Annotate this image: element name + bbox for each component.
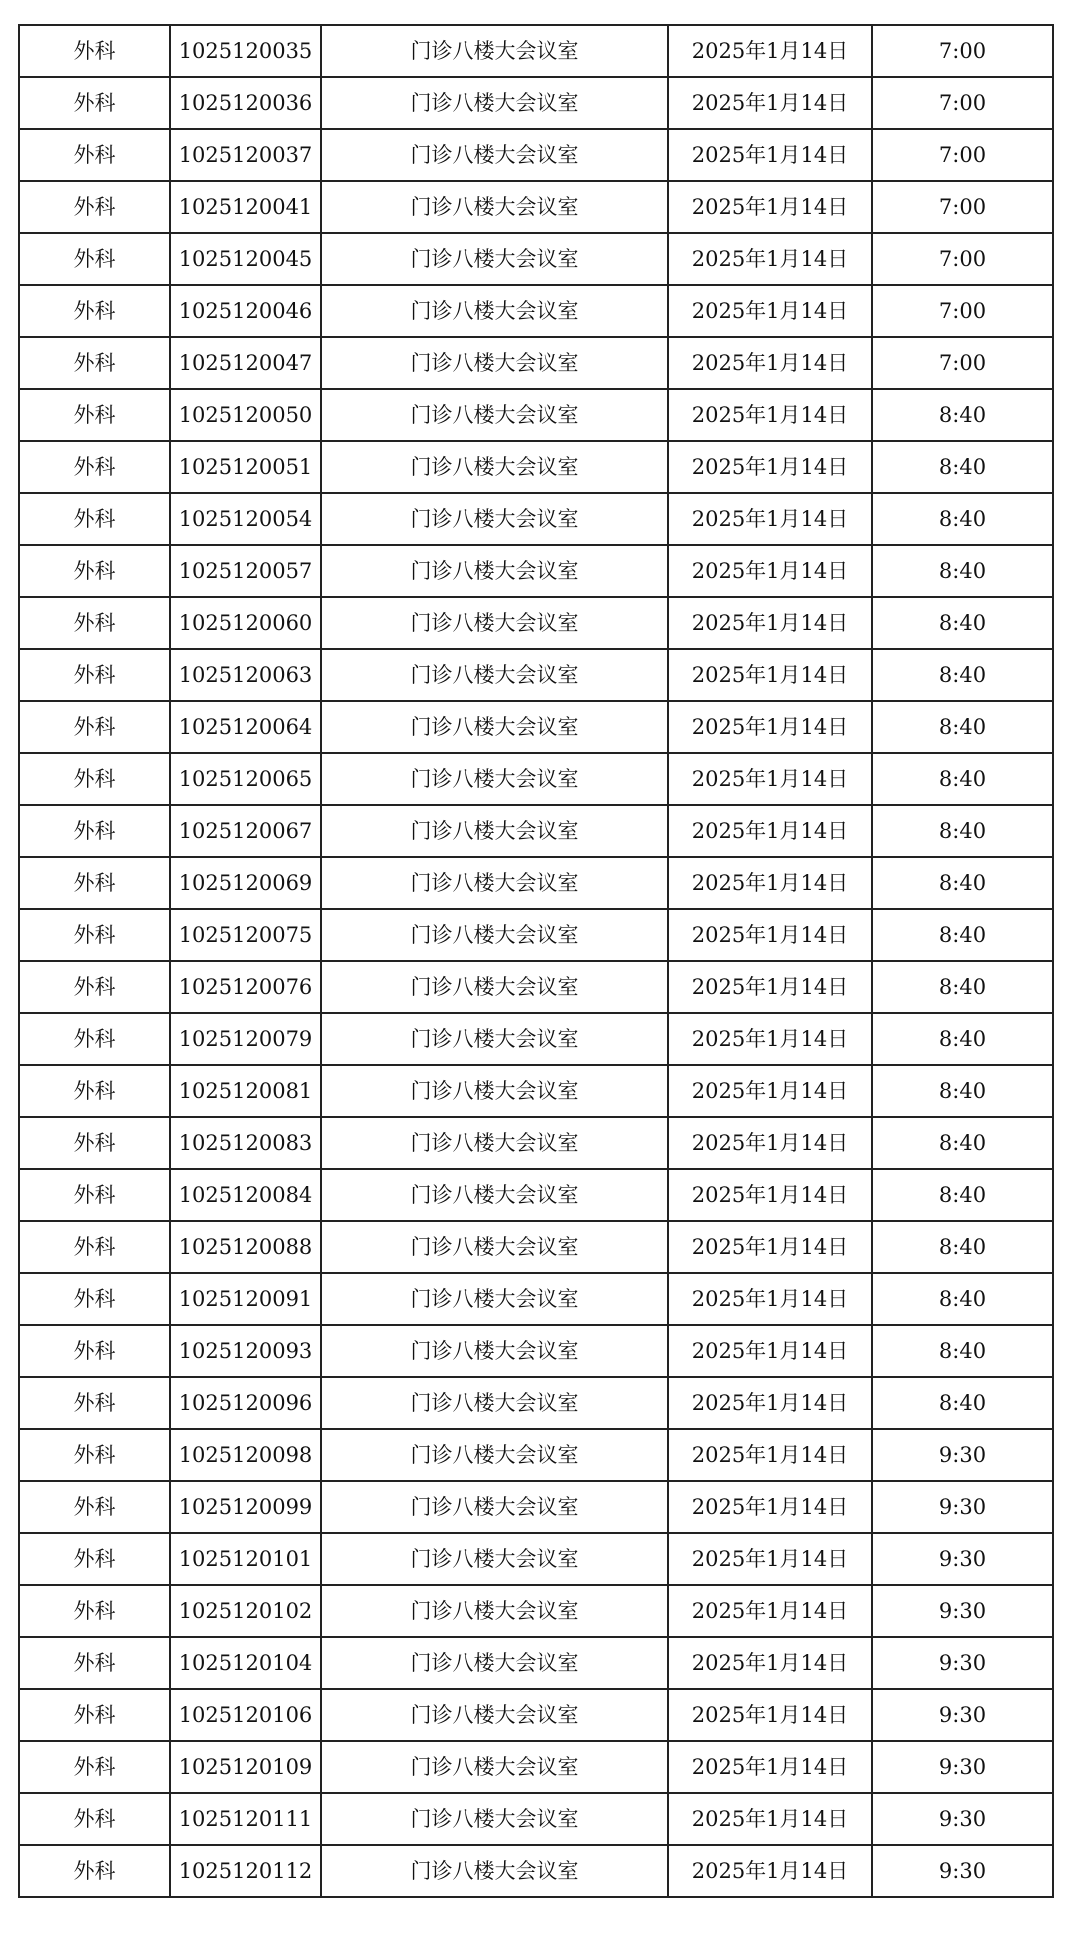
department-cell: 外科 (19, 1585, 170, 1637)
time-cell: 8:40 (872, 701, 1053, 753)
time-cell: 7:00 (872, 233, 1053, 285)
table-row (19, 753, 1053, 805)
table-row (19, 1221, 1053, 1273)
department-cell: 外科 (19, 1169, 170, 1221)
department-cell: 外科 (19, 1377, 170, 1429)
table-row (19, 389, 1053, 441)
date-cell: 2025年1月14日 (668, 25, 872, 77)
table-row (19, 961, 1053, 1013)
venue-cell: 门诊八楼大会议室 (321, 1013, 668, 1065)
time-cell: 9:30 (872, 1481, 1053, 1533)
date-cell: 2025年1月14日 (668, 285, 872, 337)
venue-cell: 门诊八楼大会议室 (321, 233, 668, 285)
table-row (19, 1689, 1053, 1741)
time-cell: 7:00 (872, 285, 1053, 337)
time-cell: 8:40 (872, 961, 1053, 1013)
time-cell: 8:40 (872, 1377, 1053, 1429)
venue-cell: 门诊八楼大会议室 (321, 961, 668, 1013)
venue-cell: 门诊八楼大会议室 (321, 493, 668, 545)
venue-cell: 门诊八楼大会议室 (321, 1689, 668, 1741)
department-cell: 外科 (19, 961, 170, 1013)
venue-cell: 门诊八楼大会议室 (321, 129, 668, 181)
table-row (19, 1065, 1053, 1117)
venue-cell: 门诊八楼大会议室 (321, 337, 668, 389)
date-cell: 2025年1月14日 (668, 1637, 872, 1689)
time-cell: 9:30 (872, 1429, 1053, 1481)
venue-cell: 门诊八楼大会议室 (321, 1585, 668, 1637)
time-cell: 9:30 (872, 1689, 1053, 1741)
department-cell: 外科 (19, 753, 170, 805)
time-cell: 7:00 (872, 337, 1053, 389)
date-cell: 2025年1月14日 (668, 1065, 872, 1117)
department-cell: 外科 (19, 337, 170, 389)
time-cell: 8:40 (872, 545, 1053, 597)
date-cell: 2025年1月14日 (668, 389, 872, 441)
date-cell: 2025年1月14日 (668, 649, 872, 701)
venue-cell: 门诊八楼大会议室 (321, 857, 668, 909)
date-cell: 2025年1月14日 (668, 1169, 872, 1221)
department-cell: 外科 (19, 545, 170, 597)
candidate-id-cell: 1025120076 (170, 961, 321, 1013)
time-cell: 8:40 (872, 597, 1053, 649)
department-cell: 外科 (19, 1481, 170, 1533)
candidate-id-cell: 1025120067 (170, 805, 321, 857)
table-row (19, 1741, 1053, 1793)
venue-cell: 门诊八楼大会议室 (321, 1273, 668, 1325)
venue-cell: 门诊八楼大会议室 (321, 753, 668, 805)
date-cell: 2025年1月14日 (668, 961, 872, 1013)
candidate-id-cell: 1025120091 (170, 1273, 321, 1325)
table-row (19, 233, 1053, 285)
department-cell: 外科 (19, 1325, 170, 1377)
venue-cell: 门诊八楼大会议室 (321, 909, 668, 961)
date-cell: 2025年1月14日 (668, 805, 872, 857)
candidate-id-cell: 1025120084 (170, 1169, 321, 1221)
venue-cell: 门诊八楼大会议室 (321, 1741, 668, 1793)
venue-cell: 门诊八楼大会议室 (321, 77, 668, 129)
table-row (19, 1117, 1053, 1169)
candidate-id-cell: 1025120041 (170, 181, 321, 233)
time-cell: 9:30 (872, 1637, 1053, 1689)
candidate-id-cell: 1025120064 (170, 701, 321, 753)
date-cell: 2025年1月14日 (668, 1325, 872, 1377)
table-row (19, 1793, 1053, 1845)
date-cell: 2025年1月14日 (668, 1273, 872, 1325)
table-row (19, 1533, 1053, 1585)
department-cell: 外科 (19, 129, 170, 181)
department-cell: 外科 (19, 1065, 170, 1117)
date-cell: 2025年1月14日 (668, 129, 872, 181)
department-cell: 外科 (19, 857, 170, 909)
department-cell: 外科 (19, 1689, 170, 1741)
candidate-id-cell: 1025120109 (170, 1741, 321, 1793)
candidate-id-cell: 1025120045 (170, 233, 321, 285)
date-cell: 2025年1月14日 (668, 1429, 872, 1481)
candidate-id-cell: 1025120102 (170, 1585, 321, 1637)
venue-cell: 门诊八楼大会议室 (321, 597, 668, 649)
date-cell: 2025年1月14日 (668, 1117, 872, 1169)
department-cell: 外科 (19, 805, 170, 857)
candidate-id-cell: 1025120035 (170, 25, 321, 77)
candidate-id-cell: 1025120065 (170, 753, 321, 805)
time-cell: 8:40 (872, 753, 1053, 805)
department-cell: 外科 (19, 649, 170, 701)
department-cell: 外科 (19, 493, 170, 545)
venue-cell: 门诊八楼大会议室 (321, 25, 668, 77)
time-cell: 9:30 (872, 1533, 1053, 1585)
table-row (19, 649, 1053, 701)
time-cell: 9:30 (872, 1741, 1053, 1793)
time-cell: 8:40 (872, 1117, 1053, 1169)
candidate-id-cell: 1025120081 (170, 1065, 321, 1117)
venue-cell: 门诊八楼大会议室 (321, 1377, 668, 1429)
table-row (19, 1481, 1053, 1533)
venue-cell: 门诊八楼大会议室 (321, 1221, 668, 1273)
time-cell: 8:40 (872, 389, 1053, 441)
date-cell: 2025年1月14日 (668, 233, 872, 285)
time-cell: 8:40 (872, 493, 1053, 545)
schedule-table (18, 24, 1054, 1898)
date-cell: 2025年1月14日 (668, 1585, 872, 1637)
table-row (19, 25, 1053, 77)
department-cell: 外科 (19, 909, 170, 961)
candidate-id-cell: 1025120083 (170, 1117, 321, 1169)
venue-cell: 门诊八楼大会议室 (321, 285, 668, 337)
candidate-id-cell: 1025120051 (170, 441, 321, 493)
table-row (19, 1377, 1053, 1429)
date-cell: 2025年1月14日 (668, 1689, 872, 1741)
department-cell: 外科 (19, 1429, 170, 1481)
candidate-id-cell: 1025120104 (170, 1637, 321, 1689)
candidate-id-cell: 1025120096 (170, 1377, 321, 1429)
department-cell: 外科 (19, 181, 170, 233)
department-cell: 外科 (19, 701, 170, 753)
date-cell: 2025年1月14日 (668, 545, 872, 597)
date-cell: 2025年1月14日 (668, 337, 872, 389)
time-cell: 8:40 (872, 1221, 1053, 1273)
table-row (19, 493, 1053, 545)
date-cell: 2025年1月14日 (668, 1377, 872, 1429)
time-cell: 8:40 (872, 649, 1053, 701)
date-cell: 2025年1月14日 (668, 1533, 872, 1585)
venue-cell: 门诊八楼大会议室 (321, 701, 668, 753)
date-cell: 2025年1月14日 (668, 909, 872, 961)
date-cell: 2025年1月14日 (668, 77, 872, 129)
venue-cell: 门诊八楼大会议室 (321, 1793, 668, 1845)
department-cell: 外科 (19, 1221, 170, 1273)
table-row (19, 1325, 1053, 1377)
venue-cell: 门诊八楼大会议室 (321, 545, 668, 597)
table-row (19, 181, 1053, 233)
candidate-id-cell: 1025120036 (170, 77, 321, 129)
time-cell: 8:40 (872, 1013, 1053, 1065)
candidate-id-cell: 1025120054 (170, 493, 321, 545)
department-cell: 外科 (19, 1741, 170, 1793)
venue-cell: 门诊八楼大会议室 (321, 1845, 668, 1897)
date-cell: 2025年1月14日 (668, 493, 872, 545)
date-cell: 2025年1月14日 (668, 1741, 872, 1793)
time-cell: 8:40 (872, 1169, 1053, 1221)
time-cell: 7:00 (872, 25, 1053, 77)
date-cell: 2025年1月14日 (668, 753, 872, 805)
time-cell: 8:40 (872, 1273, 1053, 1325)
venue-cell: 门诊八楼大会议室 (321, 1169, 668, 1221)
table-row (19, 701, 1053, 753)
candidate-id-cell: 1025120099 (170, 1481, 321, 1533)
table-row (19, 597, 1053, 649)
table-row (19, 1429, 1053, 1481)
candidate-id-cell: 1025120075 (170, 909, 321, 961)
table-row (19, 337, 1053, 389)
department-cell: 外科 (19, 389, 170, 441)
venue-cell: 门诊八楼大会议室 (321, 1325, 668, 1377)
candidate-id-cell: 1025120093 (170, 1325, 321, 1377)
department-cell: 外科 (19, 1637, 170, 1689)
venue-cell: 门诊八楼大会议室 (321, 1533, 668, 1585)
table-row (19, 1169, 1053, 1221)
time-cell: 7:00 (872, 77, 1053, 129)
date-cell: 2025年1月14日 (668, 1845, 872, 1897)
table-row (19, 441, 1053, 493)
department-cell: 外科 (19, 25, 170, 77)
table-row (19, 1585, 1053, 1637)
venue-cell: 门诊八楼大会议室 (321, 441, 668, 493)
time-cell: 8:40 (872, 909, 1053, 961)
date-cell: 2025年1月14日 (668, 1013, 872, 1065)
table-row (19, 1273, 1053, 1325)
department-cell: 外科 (19, 233, 170, 285)
venue-cell: 门诊八楼大会议室 (321, 1065, 668, 1117)
department-cell: 外科 (19, 1533, 170, 1585)
department-cell: 外科 (19, 441, 170, 493)
department-cell: 外科 (19, 77, 170, 129)
candidate-id-cell: 1025120069 (170, 857, 321, 909)
candidate-id-cell: 1025120037 (170, 129, 321, 181)
venue-cell: 门诊八楼大会议室 (321, 1429, 668, 1481)
department-cell: 外科 (19, 597, 170, 649)
candidate-id-cell: 1025120111 (170, 1793, 321, 1845)
date-cell: 2025年1月14日 (668, 1221, 872, 1273)
time-cell: 8:40 (872, 857, 1053, 909)
time-cell: 9:30 (872, 1793, 1053, 1845)
table-row (19, 1013, 1053, 1065)
time-cell: 8:40 (872, 805, 1053, 857)
department-cell: 外科 (19, 1793, 170, 1845)
venue-cell: 门诊八楼大会议室 (321, 805, 668, 857)
date-cell: 2025年1月14日 (668, 441, 872, 493)
table-row (19, 1637, 1053, 1689)
time-cell: 7:00 (872, 129, 1053, 181)
date-cell: 2025年1月14日 (668, 597, 872, 649)
date-cell: 2025年1月14日 (668, 1481, 872, 1533)
schedule-table-body (19, 25, 1053, 1897)
venue-cell: 门诊八楼大会议室 (321, 1117, 668, 1169)
date-cell: 2025年1月14日 (668, 701, 872, 753)
venue-cell: 门诊八楼大会议室 (321, 1481, 668, 1533)
venue-cell: 门诊八楼大会议室 (321, 1637, 668, 1689)
table-row (19, 285, 1053, 337)
time-cell: 9:30 (872, 1845, 1053, 1897)
date-cell: 2025年1月14日 (668, 857, 872, 909)
table-row (19, 909, 1053, 961)
candidate-id-cell: 1025120063 (170, 649, 321, 701)
candidate-id-cell: 1025120088 (170, 1221, 321, 1273)
candidate-id-cell: 1025120112 (170, 1845, 321, 1897)
department-cell: 外科 (19, 1845, 170, 1897)
table-row (19, 545, 1053, 597)
table-row (19, 857, 1053, 909)
candidate-id-cell: 1025120047 (170, 337, 321, 389)
time-cell: 9:30 (872, 1585, 1053, 1637)
venue-cell: 门诊八楼大会议室 (321, 181, 668, 233)
date-cell: 2025年1月14日 (668, 181, 872, 233)
time-cell: 8:40 (872, 1325, 1053, 1377)
candidate-id-cell: 1025120060 (170, 597, 321, 649)
table-row (19, 805, 1053, 857)
venue-cell: 门诊八楼大会议室 (321, 389, 668, 441)
department-cell: 外科 (19, 1013, 170, 1065)
table-row (19, 1845, 1053, 1897)
department-cell: 外科 (19, 285, 170, 337)
candidate-id-cell: 1025120079 (170, 1013, 321, 1065)
department-cell: 外科 (19, 1273, 170, 1325)
candidate-id-cell: 1025120098 (170, 1429, 321, 1481)
candidate-id-cell: 1025120046 (170, 285, 321, 337)
table-row (19, 129, 1053, 181)
department-cell: 外科 (19, 1117, 170, 1169)
date-cell: 2025年1月14日 (668, 1793, 872, 1845)
venue-cell: 门诊八楼大会议室 (321, 649, 668, 701)
time-cell: 8:40 (872, 1065, 1053, 1117)
candidate-id-cell: 1025120106 (170, 1689, 321, 1741)
time-cell: 8:40 (872, 441, 1053, 493)
time-cell: 7:00 (872, 181, 1053, 233)
candidate-id-cell: 1025120101 (170, 1533, 321, 1585)
candidate-id-cell: 1025120050 (170, 389, 321, 441)
table-row (19, 77, 1053, 129)
candidate-id-cell: 1025120057 (170, 545, 321, 597)
